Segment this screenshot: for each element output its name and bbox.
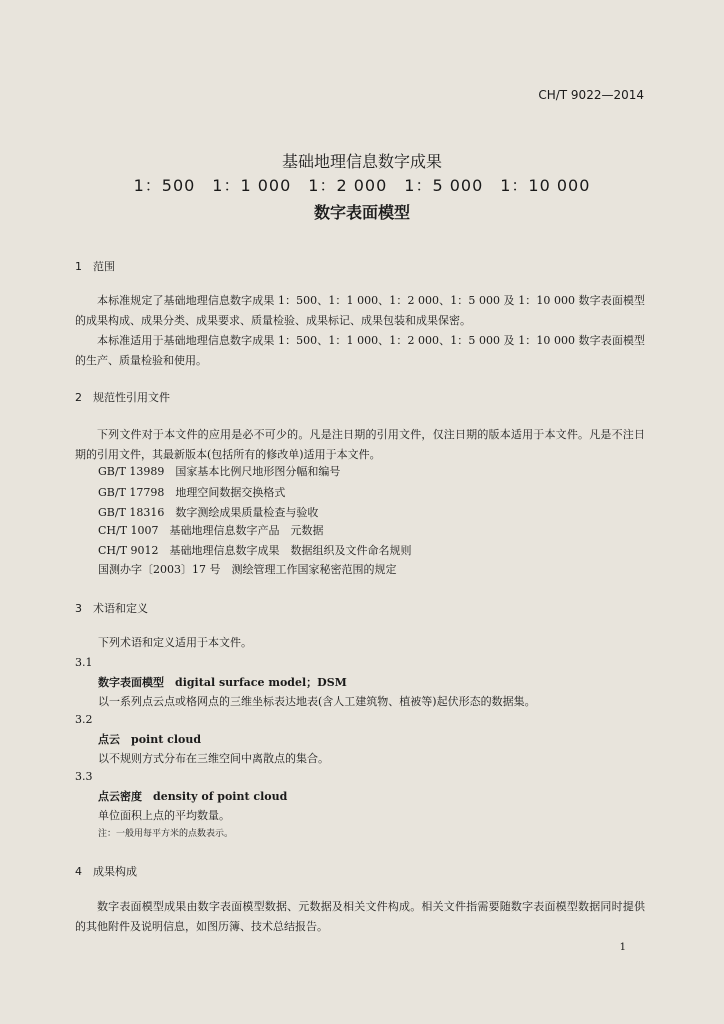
section-1-paragraph-2: 本标准适用于基础地理信息数字成果 1：500、1：1 000、1：2 000、1：5 000 及 1：10 000 数字表面模型的生产、质量检验和使用。 <box>75 334 645 367</box>
section-1-paragraph-1: 本标准规定了基础地理信息数字成果 1：500、1：1 000、1：2 000、1：5 000 及 1：10 000 数字表面模型的成果构成、成果分类、成果要求、质量检验、成果标记、成果包装和成果保密。 <box>75 294 645 327</box>
section-4-heading: 4 成果构成 <box>75 865 137 878</box>
standard-code: CH/T 9022—2014 <box>538 88 644 102</box>
title-line-3: 数字表面模型 <box>313 203 410 222</box>
section-3-intro: 下列术语和定义适用于本文件。 <box>98 636 252 649</box>
section-4-paragraph-1: 数字表面模型成果由数字表面模型数据、元数据及相关文件构成。相关文件指需要随数字表面模型数据同时提供的其他附件及说明信息，如图历簿、技术总结报告。 <box>75 900 645 933</box>
term-title: 点云密度 density of point cloud <box>98 790 288 803</box>
section-1-heading: 1 范围 <box>75 260 115 273</box>
section-2-intro: 下列文件对于本文件的应用是必不可少的。凡是注日期的引用文件，仅注日期的版本适用于本文件。凡是不注日期的引用文件，其最新版本(包括所有的修改单)适用于本文件。 <box>75 428 645 461</box>
term-definition: 单位面积上点的平均数量。 <box>98 809 230 822</box>
reference-item: GB/T 17798 地理空间数据交换格式 <box>98 486 286 499</box>
term-title: 数字表面模型 digital surface model；DSM <box>98 676 347 689</box>
term-number: 3.1 <box>75 656 93 669</box>
reference-item: CH/T 9012 基础地理信息数字成果 数据组织及文件命名规则 <box>98 544 412 557</box>
term-title: 点云 point cloud <box>98 733 202 746</box>
section-3-heading: 3 术语和定义 <box>75 602 148 615</box>
term-number: 3.2 <box>75 713 93 726</box>
page-number: 1 <box>619 942 626 953</box>
reference-item: GB/T 13989 国家基本比例尺地形图分幅和编号 <box>98 465 341 478</box>
section-2-heading: 2 规范性引用文件 <box>75 391 170 404</box>
term-definition: 以不规则方式分布在三维空间中离散点的集合。 <box>98 752 329 765</box>
title-line-1: 基础地理信息数字成果 <box>281 152 442 171</box>
reference-item: CH/T 1007 基础地理信息数字产品 元数据 <box>98 524 324 537</box>
term-definition: 以一系列点云点或格网点的三维坐标表达地表(含人工建筑物、植被等)起伏形态的数据集。 <box>98 695 536 708</box>
reference-item: 国测办字〔2003〕17 号 测绘管理工作国家秘密范围的规定 <box>98 563 397 576</box>
term-number: 3.3 <box>75 770 93 783</box>
reference-item: GB/T 18316 数字测绘成果质量检查与验收 <box>98 506 319 519</box>
term-note: 注：一般用每平方米的点数表示。 <box>98 829 234 839</box>
title-line-2: 1：500 1：1 000 1：2 000 1：5 000 1：10 000 <box>133 176 591 195</box>
